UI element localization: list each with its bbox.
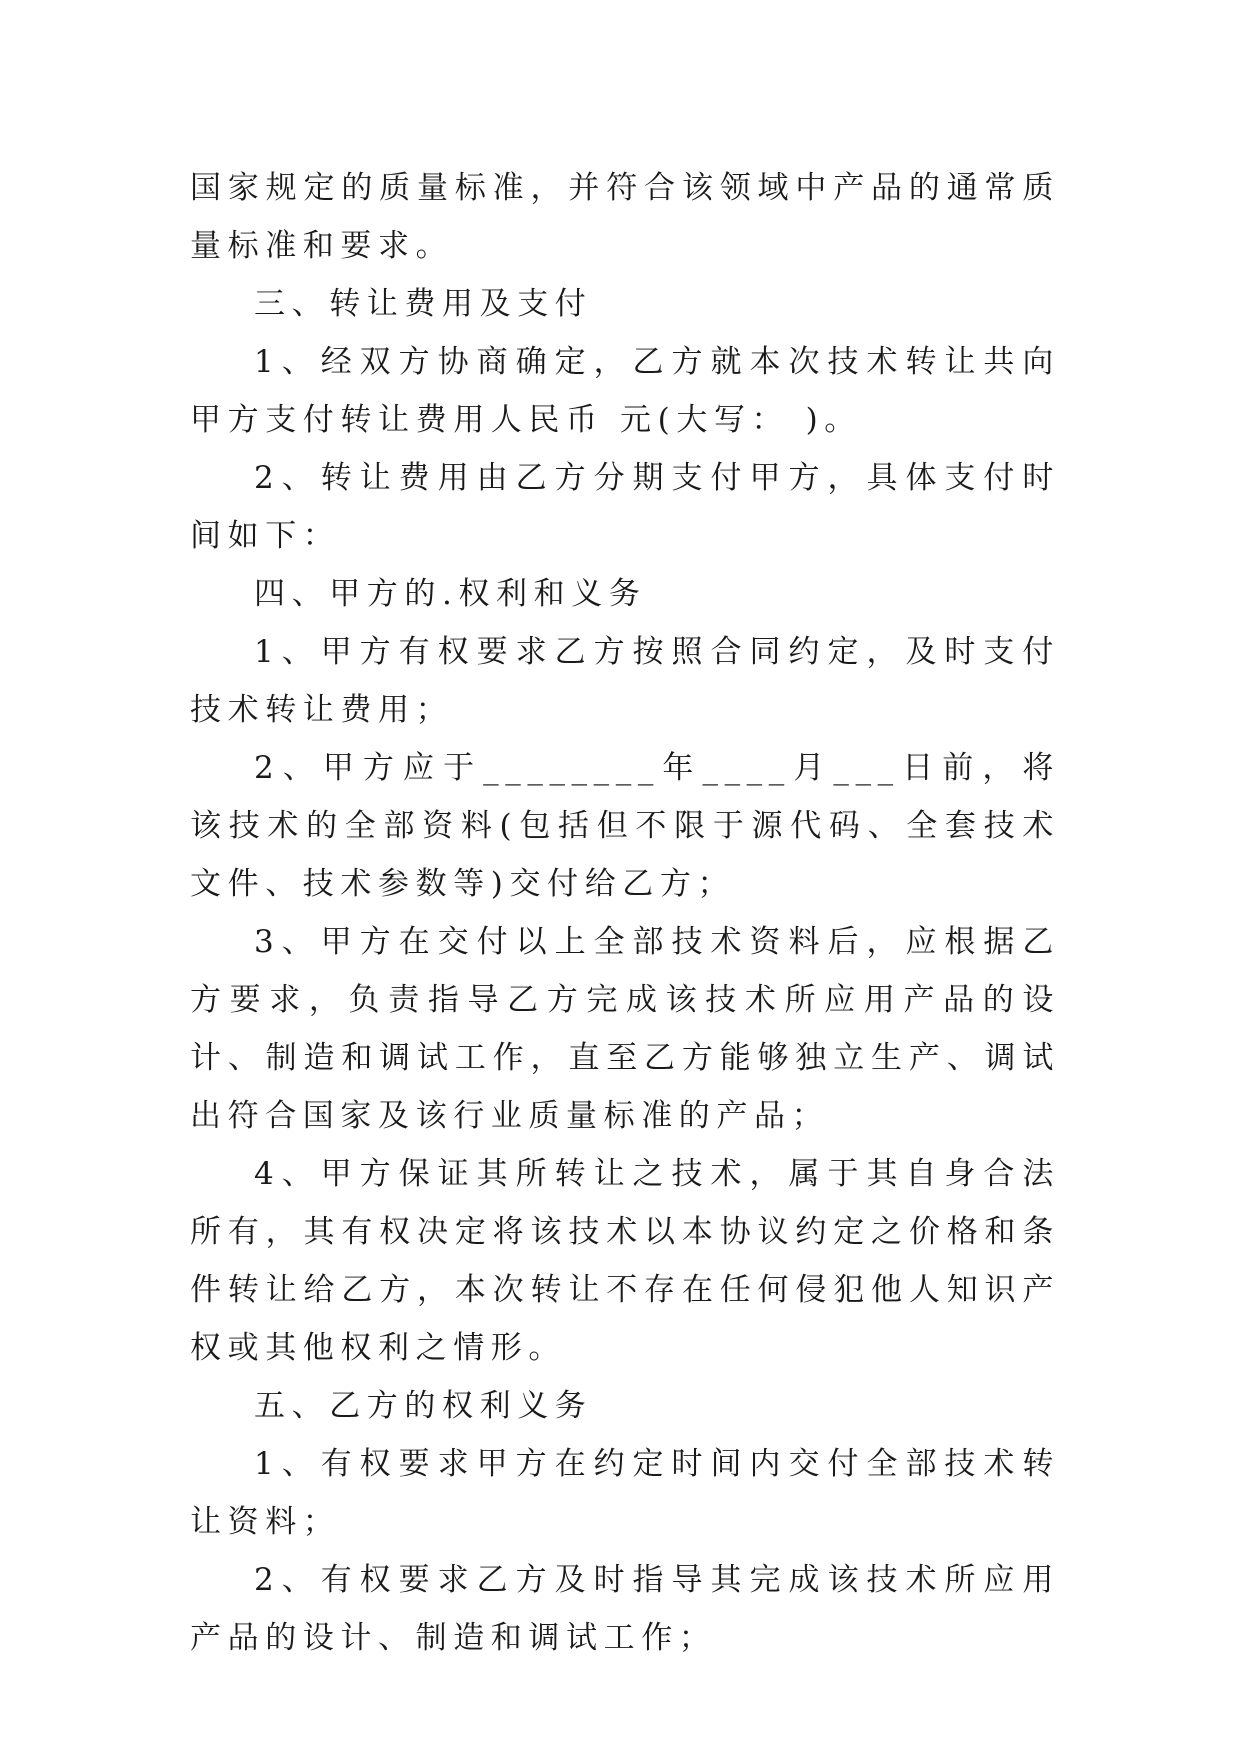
paragraph: 1、甲方有权要求乙方按照合同约定，及时支付技术转让费用； xyxy=(190,634,1060,728)
paragraph: 2、甲方应于________年____月___日前，将该技术的全部资料(包括但不限于源代码、全套技术文件、技术参数等)交付给乙方； xyxy=(190,750,1060,902)
paragraph: 3、甲方在交付以上全部技术资料后，应根据乙方要求，负责指导乙方完成该技术所应用产品的设计、制造和调试工作，直至乙方能够独立生产、调试出符合国家及该行业质量标准的产品； xyxy=(190,924,1060,1134)
paragraph: 国家规定的质量标准，并符合该领域中产品的通常质量标准和要求。 xyxy=(190,170,1060,264)
paragraph: 4、甲方保证其所转让之技术，属于其自身合法所有，其有权决定将该技术以本协议约定之价格和条件转让给乙方，本次转让不存在任何侵犯他人知识产权或其他权利之情形。 xyxy=(190,1156,1060,1366)
document-body xyxy=(190,159,1060,1667)
section-heading: 五、乙方的权利义务 xyxy=(254,1388,593,1424)
paragraph: 2、转让费用由乙方分期支付甲方，具体支付时间如下： xyxy=(190,460,1060,554)
paragraph: 2、有权要求乙方及时指导其完成该技术所应用产品的设计、制造和调试工作； xyxy=(190,1562,1060,1656)
paragraph: 1、有权要求甲方在约定时间内交付全部技术转让资料； xyxy=(190,1446,1060,1540)
section-heading: 三、转让费用及支付 xyxy=(254,286,593,322)
section-heading: 四、甲方的.权利和义务 xyxy=(254,576,647,612)
paragraph: 1、经双方协商确定，乙方就本次技术转让共向甲方支付转让费用人民币 元(大写： )。 xyxy=(190,344,1060,438)
